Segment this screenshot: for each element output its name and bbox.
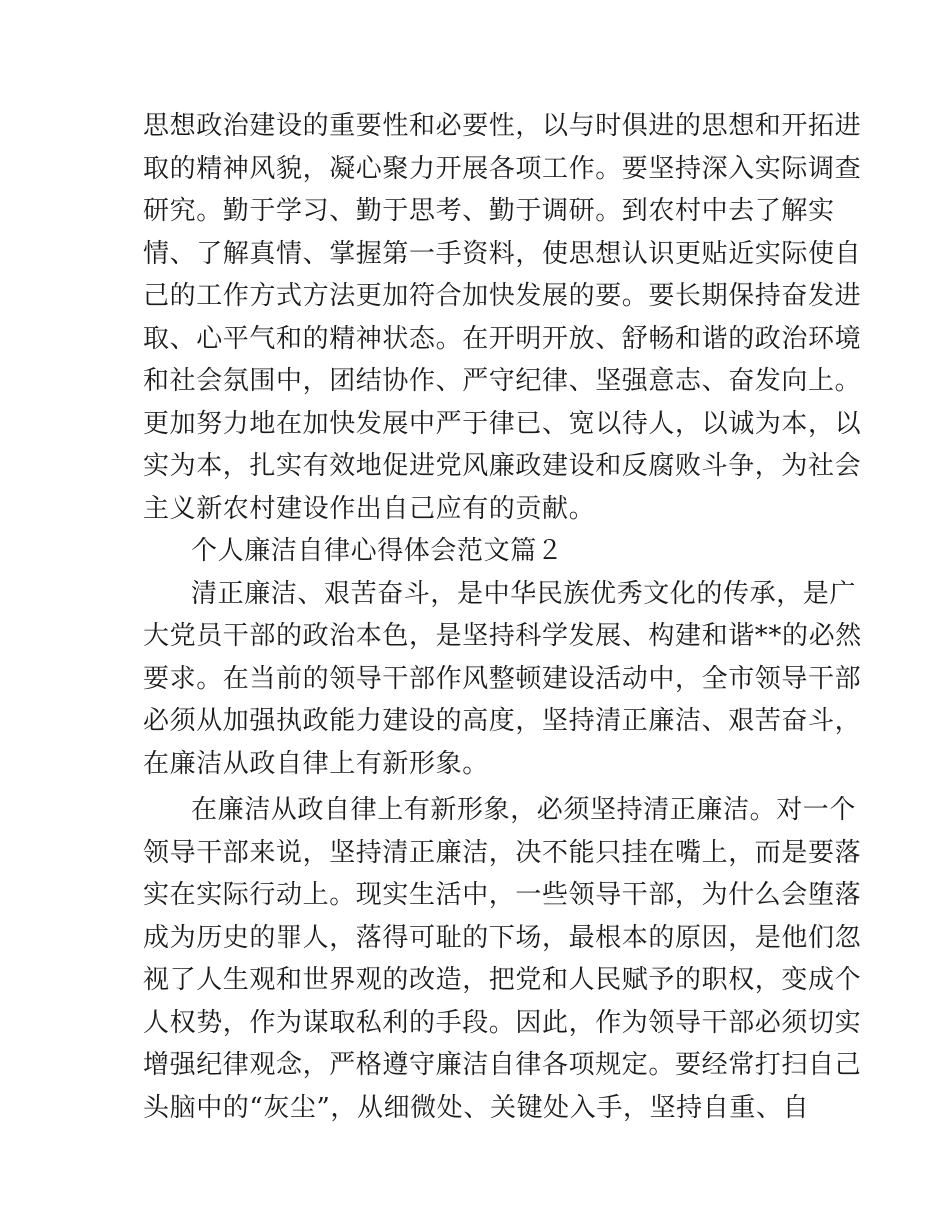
body-text [143, 105, 862, 1129]
text-line: 和社会氛围中，团结协作、严守纪律、坚强意志、奋发向上。 [143, 366, 862, 396]
text-line: 大党员干部的政治本色，是坚持科学发展、构建和谐**的必然 [143, 621, 862, 651]
text-line: 人权势，作为谋取私利的手段。因此，作为领导干部必须切实 [143, 1007, 862, 1038]
text-line: 头脑中的“灰尘”，从细微处、关键处入手，坚持自重、自 [143, 1092, 810, 1123]
text-line: 增强纪律观念，严格遵守廉洁自律各项规定。要经常打扫自己 [143, 1050, 862, 1080]
text-line: 主义新农村建设作出自己应有的贡献。 [143, 493, 596, 524]
text-line: 在廉洁从政自律上有新形象。 [143, 748, 489, 779]
text-line: 情、了解真情、掌握第一手资料，使思想认识更贴近实际使自 [143, 238, 862, 269]
text-line: 要求。在当前的领导干部作风整顿建设活动中，全市领导干部 [143, 663, 862, 694]
text-line: 成为历史的罪人，落得可耻的下场，最根本的原因，是他们忽 [143, 922, 862, 953]
text-line: 思想政治建设的重要性和必要性，以与时俱进的思想和开拓进 [143, 111, 862, 141]
text-line: 实在实际行动上。现实生活中，一些领导干部，为什么会堕落 [143, 880, 862, 910]
text-line: 视了人生观和世界观的改造，把党和人民赋予的职权，变成个 [143, 965, 862, 995]
text-line: 领导干部来说，坚持清正廉洁，决不能只挂在嘴上，而是要落 [143, 837, 862, 868]
section-heading: 个人廉洁自律心得体会范文篇２ [191, 536, 564, 566]
text-line: 取、心平气和的精神状态。在开明开放、舒畅和谐的政治环境 [143, 323, 862, 354]
text-line: 取的精神风貌，凝心聚力开展各项工作。要坚持深入实际调查 [143, 153, 862, 184]
text-line: 更加努力地在加快发展中严于律已、宽以待人，以诚为本，以 [143, 408, 862, 439]
paragraph-first-line: 在廉洁从政自律上有新形象，必须坚持清正廉洁。对一个 [191, 795, 857, 825]
text-line: 必须从加强执政能力建设的高度，坚持清正廉洁、艰苦奋斗， [143, 706, 862, 736]
text-line: 研究。勤于学习、勤于思考、勤于调研。到农村中去了解实 [143, 196, 835, 226]
paragraph-first-line: 清正廉洁、艰苦奋斗，是中华民族优秀文化的传承，是广 [191, 578, 857, 609]
text-line: 己的工作方式方法更加符合加快发展的要。要长期保持奋发进 [143, 281, 862, 311]
text-line: 实为本，扎实有效地促进党风廉政建设和反腐败斗争，为社会 [143, 451, 862, 481]
